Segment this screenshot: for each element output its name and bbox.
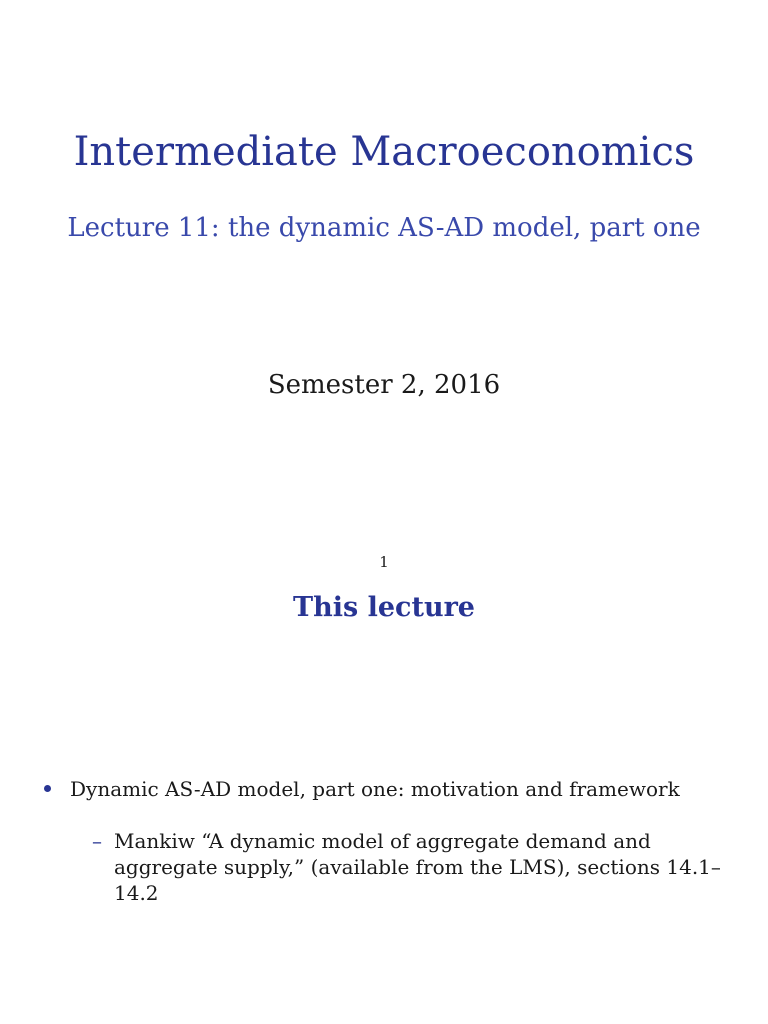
slide-date: Semester 2, 2016 — [267, 370, 501, 400]
page-number: 1 — [379, 553, 389, 571]
slide-subtitle: Lecture 11: the dynamic AS-AD model, part one — [67, 213, 701, 243]
list-item — [44, 776, 744, 906]
slide-title: Intermediate Macroeconomics — [73, 129, 695, 175]
sub-list — [70, 828, 744, 906]
bullet-list — [44, 776, 744, 906]
dash-icon: – — [92, 829, 102, 853]
section-heading: This lecture — [293, 592, 475, 623]
sub-list-item — [70, 828, 744, 906]
sub-item-text: Mankiw “A dynamic model of aggregate demand and aggregate supply,” (available from the LMS), sections 14.1–14.2 — [114, 829, 721, 905]
bullet-icon — [44, 785, 51, 792]
bullet-text: Dynamic AS-AD model, part one: motivation and framework — [70, 777, 680, 801]
